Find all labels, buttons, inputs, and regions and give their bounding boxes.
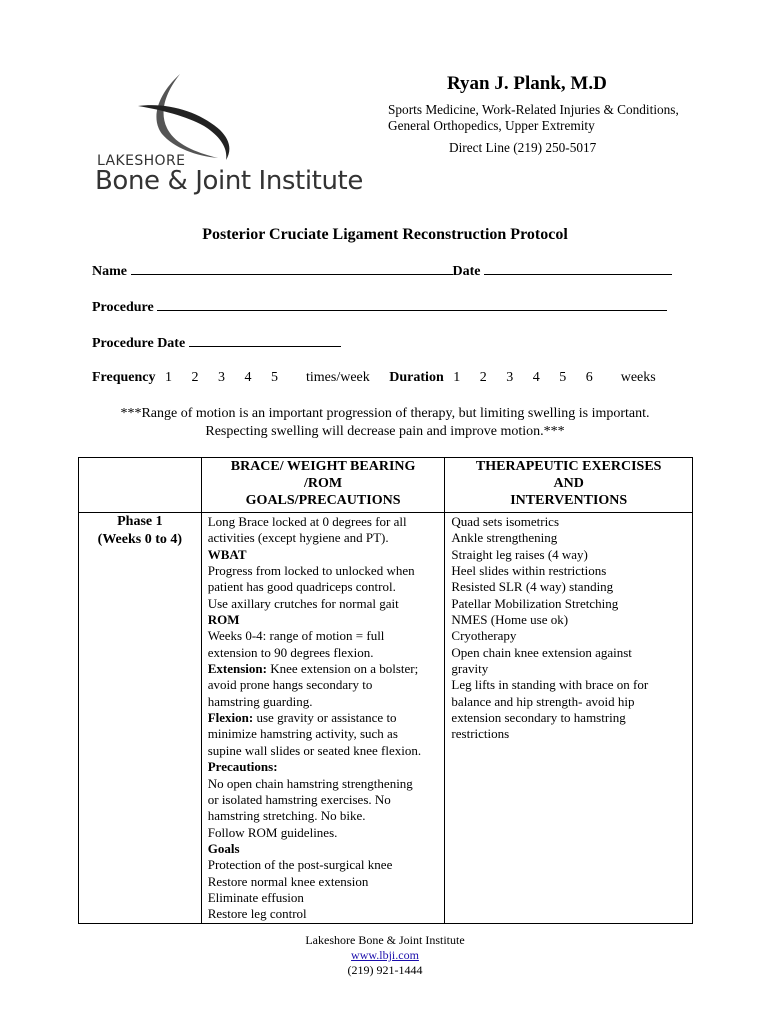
- name-field[interactable]: [131, 262, 453, 275]
- exercise-line: restrictions: [451, 726, 510, 742]
- brace-line: hamstring stretching. No bike.: [207, 808, 366, 824]
- frequency-option-2[interactable]: 2: [191, 370, 199, 385]
- phase-cell: [79, 513, 202, 924]
- exercise-line: Open chain knee extension against: [451, 644, 632, 660]
- exercises-header-line-2: AND: [553, 476, 584, 491]
- exercise-line: Patellar Mobilization Stretching: [451, 595, 619, 611]
- doctor-name: Ryan J. Plank, M.D: [447, 73, 607, 94]
- brace-line: Restore leg control: [207, 906, 307, 922]
- procedure-label: Procedure: [92, 300, 154, 315]
- frequency-option-5[interactable]: 5: [271, 370, 279, 385]
- exercises-header-line-1: THERAPEUTIC EXERCISES: [475, 459, 662, 474]
- frequency-option-4[interactable]: 4: [244, 370, 252, 385]
- exercise-line: Straight leg raises (4 way): [451, 546, 588, 562]
- duration-option-3[interactable]: 3: [506, 370, 514, 385]
- frequency-unit: times/week: [306, 370, 370, 385]
- brace-line: Long Brace locked at 0 degrees for all: [207, 514, 407, 529]
- duration-option-6[interactable]: 6: [585, 370, 593, 385]
- phase-label: Phase 1: [117, 514, 163, 529]
- name-label: Name: [92, 264, 127, 279]
- brace-line: Restore normal knee extension: [207, 873, 369, 889]
- exercises-header-line-3: INTERVENTIONS: [510, 493, 628, 508]
- footer: [0, 933, 770, 978]
- exercise-line: Cryotherapy: [451, 628, 517, 644]
- duration-option-1[interactable]: 1: [453, 370, 461, 385]
- brace-line: Extension: Knee extension on a bolster;: [207, 661, 419, 677]
- exercise-line: Ankle strengthening: [451, 530, 558, 546]
- brace-line: Precautions:: [207, 759, 278, 775]
- table-row: [79, 513, 693, 924]
- logo-big-text: Bone & Joint Institute: [95, 166, 363, 196]
- procedure-field[interactable]: [157, 298, 667, 311]
- swelling-note-line-2: Respecting swelling will decrease pain and improve motion.***: [205, 424, 565, 439]
- procedure-date-row: [92, 334, 341, 352]
- exercise-line: NMES (Home use ok): [451, 612, 569, 628]
- exercises-cell: [445, 513, 693, 924]
- duration-option-2[interactable]: 2: [479, 370, 487, 385]
- frequency-option-3[interactable]: 3: [218, 370, 226, 385]
- brace-line: Goals: [207, 840, 240, 856]
- brace-line: supine wall slides or seated knee flexion.: [207, 742, 422, 758]
- brace-line: activities (except hygiene and PT).: [207, 530, 389, 546]
- footer-website-link[interactable]: www.lbji.com: [351, 948, 419, 962]
- brace-line: hamstring guarding.: [207, 693, 313, 709]
- exercise-lines: [445, 513, 692, 743]
- exercise-line: Leg lifts in standing with brace on for: [451, 677, 649, 693]
- procedure-row: [92, 298, 667, 316]
- exercise-line: gravity: [451, 661, 489, 677]
- exercise-line: Quad sets isometrics: [451, 514, 560, 529]
- date-label: Date: [452, 264, 481, 279]
- brace-header: [201, 458, 445, 513]
- brace-line: avoid prone hangs secondary to: [207, 677, 373, 693]
- name-date-row: [92, 262, 672, 280]
- brace-lines: [202, 513, 445, 923]
- swelling-note-line-1: ***Range of motion is an important progression of therapy, but limiting swelling is important.: [120, 406, 650, 421]
- duration-option-5[interactable]: 5: [559, 370, 567, 385]
- protocol-table: [78, 457, 693, 924]
- footer-org: Lakeshore Bone & Joint Institute: [305, 933, 465, 947]
- swelling-note: [0, 405, 770, 441]
- duration-options: [453, 370, 612, 386]
- brace-line: extension to 90 degrees flexion.: [207, 644, 374, 660]
- frequency-options: [165, 370, 298, 386]
- direct-line: Direct Line (219) 250-5017: [449, 140, 597, 155]
- brace-header-line-2: /ROM: [304, 476, 343, 491]
- brace-line: Weeks 0-4: range of motion = full: [207, 628, 385, 644]
- specialty-line-1: Sports Medicine, Work-Related Injuries & Conditions,: [388, 102, 679, 117]
- specialty-line-2: General Orthopedics, Upper Extremity: [388, 118, 595, 133]
- frequency-label: Frequency: [92, 370, 156, 385]
- page-title: Posterior Cruciate Ligament Reconstruction Protocol: [202, 226, 568, 243]
- exercise-line: extension secondary to hamstring: [451, 710, 626, 726]
- table-header-row: [79, 458, 693, 513]
- brace-line: Protection of the post-surgical knee: [207, 857, 393, 873]
- specialty-text: [388, 102, 718, 134]
- brace-line: minimize hamstring activity, such as: [207, 726, 398, 742]
- brace-line: WBAT: [207, 546, 247, 562]
- brace-line: Use axillary crutches for normal gait: [207, 595, 399, 611]
- brace-header-line-1: BRACE/ WEIGHT BEARING: [230, 459, 416, 474]
- exercise-line: Heel slides within restrictions: [451, 563, 607, 579]
- brace-line: Follow ROM guidelines.: [207, 824, 338, 840]
- brace-line: or isolated hamstring exercises. No: [207, 791, 391, 807]
- exercise-line: balance and hip strength- avoid hip: [451, 693, 635, 709]
- brace-line: ROM: [207, 612, 240, 628]
- brace-line: Progress from locked to unlocked when: [207, 563, 415, 579]
- procedure-date-field[interactable]: [189, 334, 341, 347]
- brace-line: No open chain hamstring strengthening: [207, 775, 413, 791]
- frequency-option-1[interactable]: 1: [165, 370, 173, 385]
- date-field[interactable]: [484, 262, 672, 275]
- brace-cell: [201, 513, 445, 924]
- brace-line: Eliminate effusion: [207, 889, 304, 905]
- brace-line: patient has good quadriceps control.: [207, 579, 396, 595]
- header-empty-cell: [79, 458, 202, 513]
- footer-phone: (219) 921-1444: [347, 963, 423, 977]
- duration-unit: weeks: [620, 370, 656, 385]
- brace-line: Flexion: use gravity or assistance to: [207, 710, 397, 726]
- exercise-line: Resisted SLR (4 way) standing: [451, 579, 614, 595]
- procedure-date-label: Procedure Date: [92, 336, 186, 351]
- duration-label: Duration: [389, 370, 444, 385]
- frequency-duration-row: [92, 370, 656, 386]
- duration-option-4[interactable]: 4: [532, 370, 540, 385]
- logo-small-text: LAKESHORE: [97, 153, 186, 169]
- phase-weeks: (Weeks 0 to 4): [97, 532, 183, 547]
- exercises-header: [445, 458, 693, 513]
- brace-header-line-3: GOALS/PRECAUTIONS: [245, 493, 401, 508]
